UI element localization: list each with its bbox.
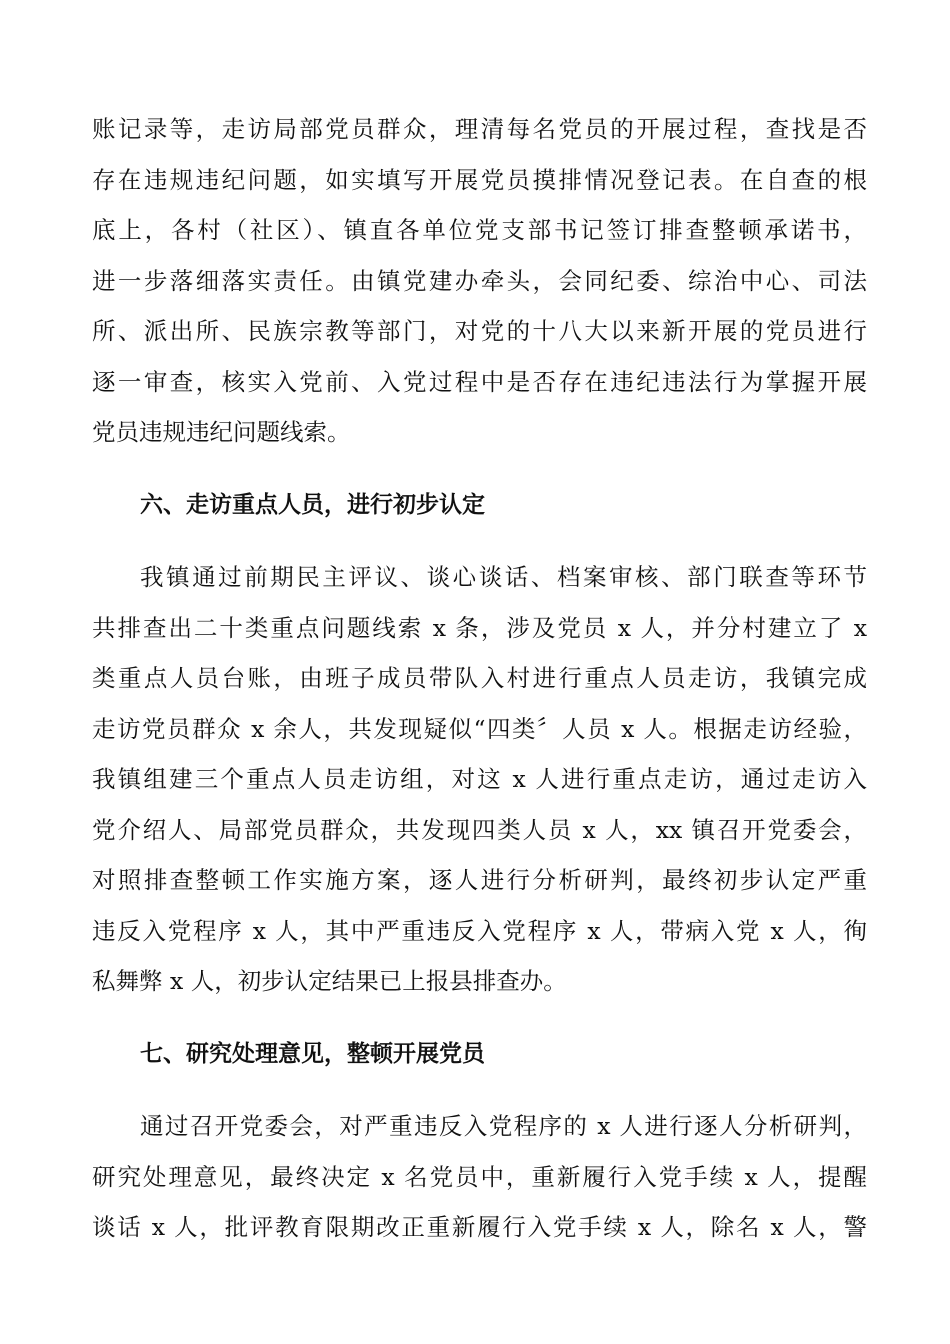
paragraph-line: 存在违规违纪问题，如实填写开展党员摸排情况登记表。在自查的根 bbox=[92, 165, 867, 194]
paragraph-line: 逐一审查，核实入党前、入党过程中是否存在违纪违法行为掌握开展 bbox=[92, 367, 867, 396]
document-page bbox=[92, 104, 867, 1253]
paragraph-line: 私舞弊 x 人，初步认定结果已上报县排查办。 bbox=[92, 967, 567, 995]
paragraph-line: 违反入党程序 x 人，其中严重违反入党程序 x 人，带病入党 x 人，徇 bbox=[92, 916, 867, 945]
paragraph-line: 党介绍人、局部党员群众，共发现四类人员 x 人，xx 镇召开党委会， bbox=[92, 815, 867, 844]
paragraph-line: 共排查出二十类重点问题线索 x 条，涉及党员 x 人，并分村建立了 x bbox=[92, 613, 867, 642]
section7-heading: 七、研究处理意见，整顿开展党员 bbox=[140, 1040, 485, 1067]
paragraph-line: 我镇组建三个重点人员走访组，对这 x 人进行重点走访，通过走访入 bbox=[92, 765, 867, 793]
paragraph-line: 谈话 x 人，批评教育限期改正重新履行入党手续 x 人，除名 x 人，警 bbox=[92, 1213, 867, 1241]
section6-heading: 六、走访重点人员，进行初步认定 bbox=[140, 491, 485, 518]
paragraph-line: 对照排查整顿工作实施方案，逐人进行分析研判，最终初步认定严重 bbox=[92, 866, 867, 894]
section7-paragraph bbox=[92, 1101, 867, 1253]
paragraph-line: 通过召开党委会，对严重违反入党程序的 x 人进行逐人分析研判， bbox=[140, 1112, 867, 1140]
paragraph-line: 进一步落细落实责任。由镇党建办牵头，会同纪委、综治中心、司法 bbox=[92, 266, 867, 295]
paragraph-line: 研究处理意见，最终决定 x 名党员中，重新履行入党手续 x 人，提醒 bbox=[92, 1162, 867, 1191]
paragraph-line: 我镇通过前期民主评议、谈心谈话、档案审核、部门联查等环节 bbox=[140, 563, 867, 591]
section6-paragraph bbox=[92, 552, 867, 1007]
paragraph-line: 走访党员群众 x 余人，共发现疑似“四类〞人员 x 人。根据走访经验， bbox=[92, 714, 867, 743]
paragraph-line: 底上，各村（社区）、镇直各单位党支部书记签订排查整顿承诺书， bbox=[92, 216, 867, 244]
paragraph-line: 党员违规违纪问题线索。 bbox=[92, 418, 351, 446]
paragraph-line: 类重点人员台账，由班子成员带队入村进行重点人员走访，我镇完成 bbox=[92, 664, 867, 692]
paragraph-line: 所、派出所、民族宗教等部门，对党的十八大以来新开展的党员进行 bbox=[92, 317, 867, 345]
section5-tail-paragraph bbox=[92, 104, 867, 458]
paragraph-line: 账记录等，走访局部党员群众，理清每名党员的开展过程，查找是否 bbox=[92, 115, 867, 143]
